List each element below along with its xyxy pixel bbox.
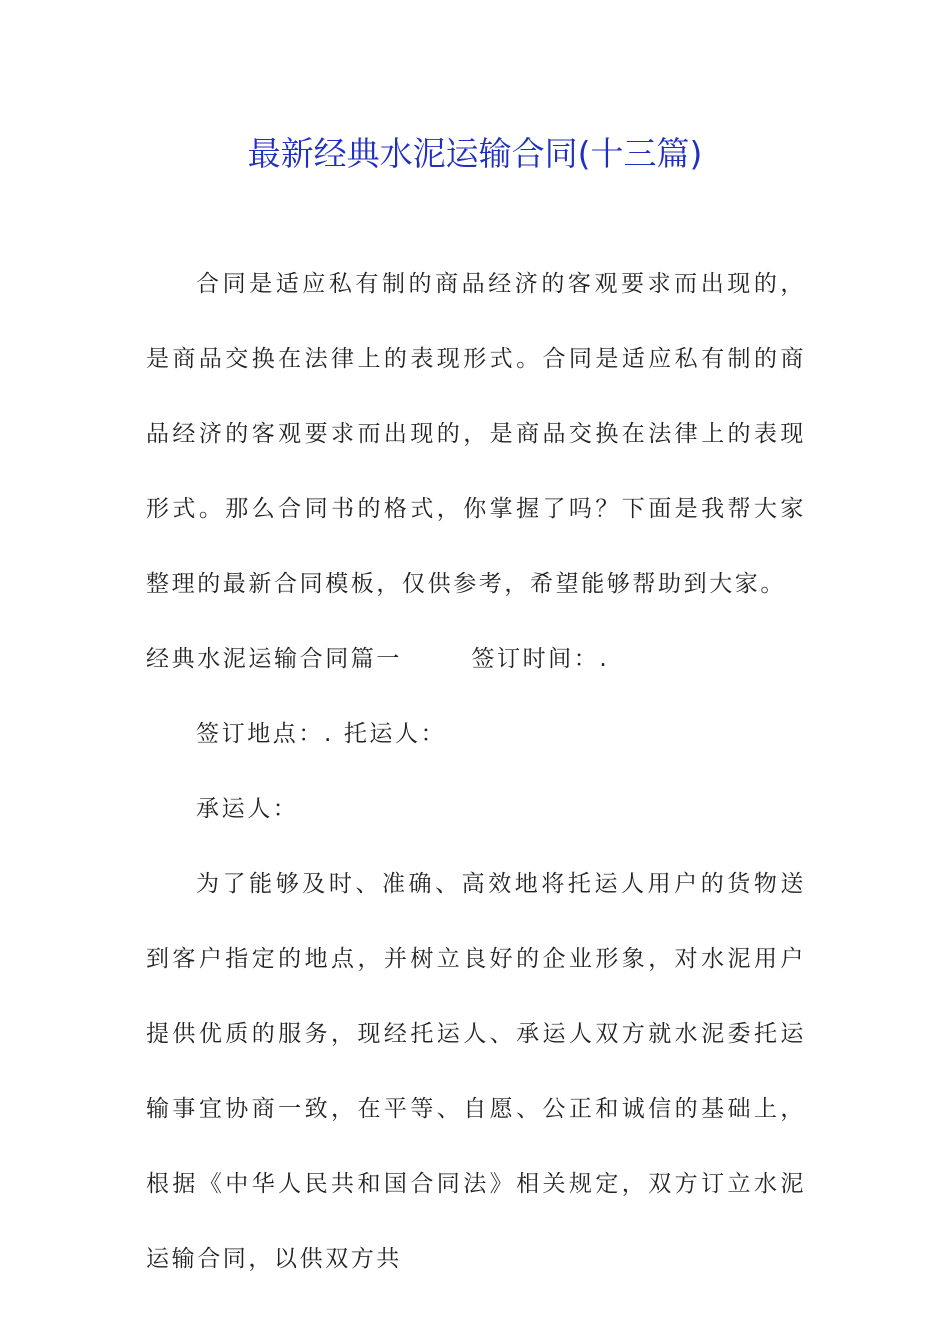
document-title: 最新经典水泥运输合同(十三篇): [247, 134, 703, 173]
main-paragraph: 为了能够及时、准确、高效地将托运人用户的货物送到客户指定的地点，并树立良好的企业形象，对水泥用户提供优质的服务，现经托运人、承运人双方就水泥委托运输事宜协商一致，在平等、自愿、公正和诚信的基础上，根据《中华人民共和国合同法》相关规定，双方订立水泥运输合同，以供双方共: [146, 871, 806, 1272]
intro-paragraph: 合同是适应私有制的商品经济的客观要求而出现的，是商品交换在法律上的表现形式。合同是适应私有制的商品经济的客观要求而出现的，是商品交换在法律上的表现形式。那么合同书的格式，你掌握了吗？下面是我帮大家整理的最新合同模板，仅供参考，希望能够帮助到大家。: [146, 271, 806, 597]
carrier-line: 承运人：: [196, 796, 299, 822]
section-heading: 经典水泥运输合同篇一 签订时间：.: [146, 646, 610, 672]
sign-place-line: 签订地点：. 托运人：: [196, 721, 447, 747]
